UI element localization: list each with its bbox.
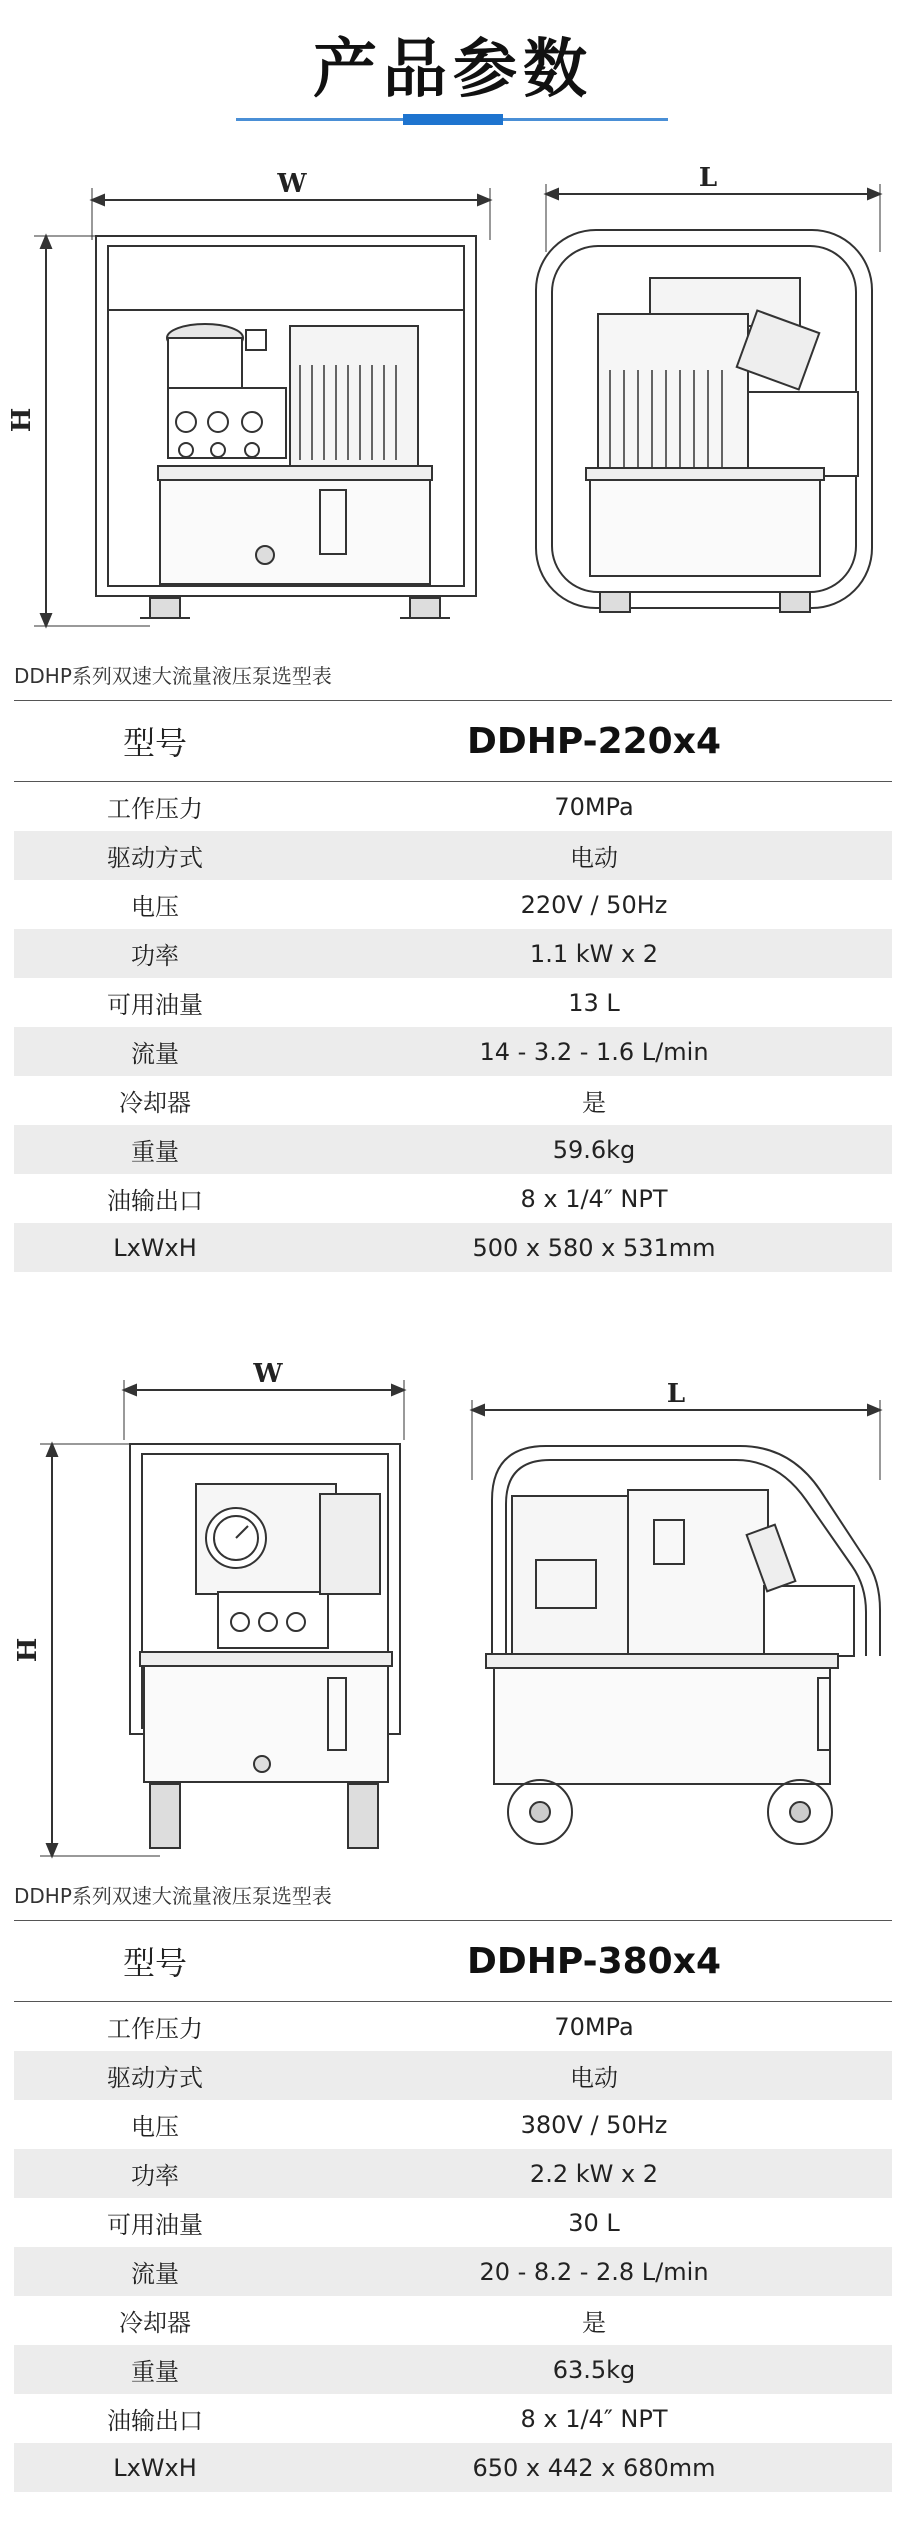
header-key: 型号 [122, 724, 187, 762]
dim-label-l: L [698, 163, 718, 193]
spec-value: 650 x 442 x 680mm [472, 2453, 716, 2482]
spec-value: 63.5kg [552, 2355, 636, 2384]
spec-row [14, 2296, 892, 2345]
spec-label: LxWxH [113, 1233, 197, 1262]
spec-value: 1.1 kW x 2 [529, 939, 659, 968]
spec-value: 14 - 3.2 - 1.6 L/min [479, 1037, 709, 1066]
spec-label: 工作压力 [107, 795, 203, 823]
spec-label: 流量 [131, 2260, 179, 2288]
spec-label: 驱动方式 [107, 844, 203, 872]
spec-row [14, 2100, 892, 2149]
spec-value: 电动 [570, 844, 618, 872]
dim-label-w: W [253, 1360, 283, 1389]
spec-row [14, 2394, 892, 2443]
spec-row [14, 929, 892, 978]
spec-label: 油输出口 [107, 2407, 203, 2435]
spec-value: 70MPa [554, 2012, 634, 2041]
spec-label: 驱动方式 [107, 2064, 203, 2092]
spec-row [14, 880, 892, 929]
spec-label: 重量 [131, 1138, 179, 1166]
spec-value: 30 L [568, 2208, 620, 2237]
spec-row [14, 1027, 892, 1076]
spec-row [14, 1174, 892, 1223]
selection-table-caption-2: DDHP系列双速大流量液压泵选型表 [14, 1884, 332, 1908]
spec-value: 8 x 1/4″ NPT [520, 1184, 668, 1213]
spec-value: 电动 [570, 2064, 618, 2092]
spec-label: 重量 [131, 2358, 179, 2386]
page-title: 产品参数 [313, 33, 593, 107]
spec-row [14, 2345, 892, 2394]
model-name: DDHP-380x4 [466, 1940, 721, 1982]
spec-label: 工作压力 [107, 2015, 203, 2043]
spec-label: 电压 [131, 893, 179, 921]
pump-drawings-2 [0, 1360, 906, 1860]
spec-label: 冷却器 [119, 1089, 191, 1117]
spec-table-2 [14, 1920, 892, 2492]
spec-row [14, 831, 892, 880]
spec-value: 是 [582, 1089, 606, 1117]
spec-table-header [14, 700, 892, 782]
spec-value: 59.6kg [552, 1135, 636, 1164]
spec-value: 是 [582, 2309, 606, 2337]
spec-row [14, 2149, 892, 2198]
dim-label-l: L [666, 1379, 686, 1409]
dim-label-h: H [13, 1637, 43, 1663]
spec-value: 2.2 kW x 2 [529, 2159, 659, 2188]
dim-label-w: W [277, 169, 307, 199]
spec-row [14, 2443, 892, 2492]
spec-row [14, 1125, 892, 1174]
model-name: DDHP-220x4 [466, 720, 721, 762]
spec-row [14, 782, 892, 831]
spec-row [14, 2002, 892, 2051]
spec-label: 流量 [131, 1040, 179, 1068]
spec-value: 8 x 1/4″ NPT [520, 2404, 668, 2433]
spec-row [14, 1223, 892, 1272]
spec-label: 可用油量 [107, 2211, 203, 2239]
spec-label: 电压 [131, 2113, 179, 2141]
spec-value: 13 L [568, 988, 620, 1017]
spec-label: 油输出口 [107, 1187, 203, 1215]
spec-label: 冷却器 [119, 2309, 191, 2337]
spec-table-1 [14, 700, 892, 1272]
selection-table-caption-1: DDHP系列双速大流量液压泵选型表 [14, 664, 332, 688]
spec-row [14, 2247, 892, 2296]
spec-row [14, 978, 892, 1027]
spec-value: 500 x 580 x 531mm [472, 1233, 716, 1262]
spec-row [14, 2198, 892, 2247]
spec-label: 功率 [131, 942, 179, 970]
spec-value: 380V / 50Hz [520, 2110, 668, 2139]
spec-value: 70MPa [554, 792, 634, 821]
pump-drawings-1 [0, 160, 906, 640]
spec-value: 220V / 50Hz [520, 890, 668, 919]
dim-label-h: H [7, 407, 37, 433]
spec-label: 功率 [131, 2162, 179, 2190]
spec-value: 20 - 8.2 - 2.8 L/min [479, 2257, 709, 2286]
spec-label: LxWxH [113, 2453, 197, 2482]
title-accent-bar [403, 114, 503, 125]
spec-table-header [14, 1920, 892, 2002]
spec-label: 可用油量 [107, 991, 203, 1019]
header-key: 型号 [122, 1944, 187, 1982]
spec-row [14, 1076, 892, 1125]
spec-row [14, 2051, 892, 2100]
